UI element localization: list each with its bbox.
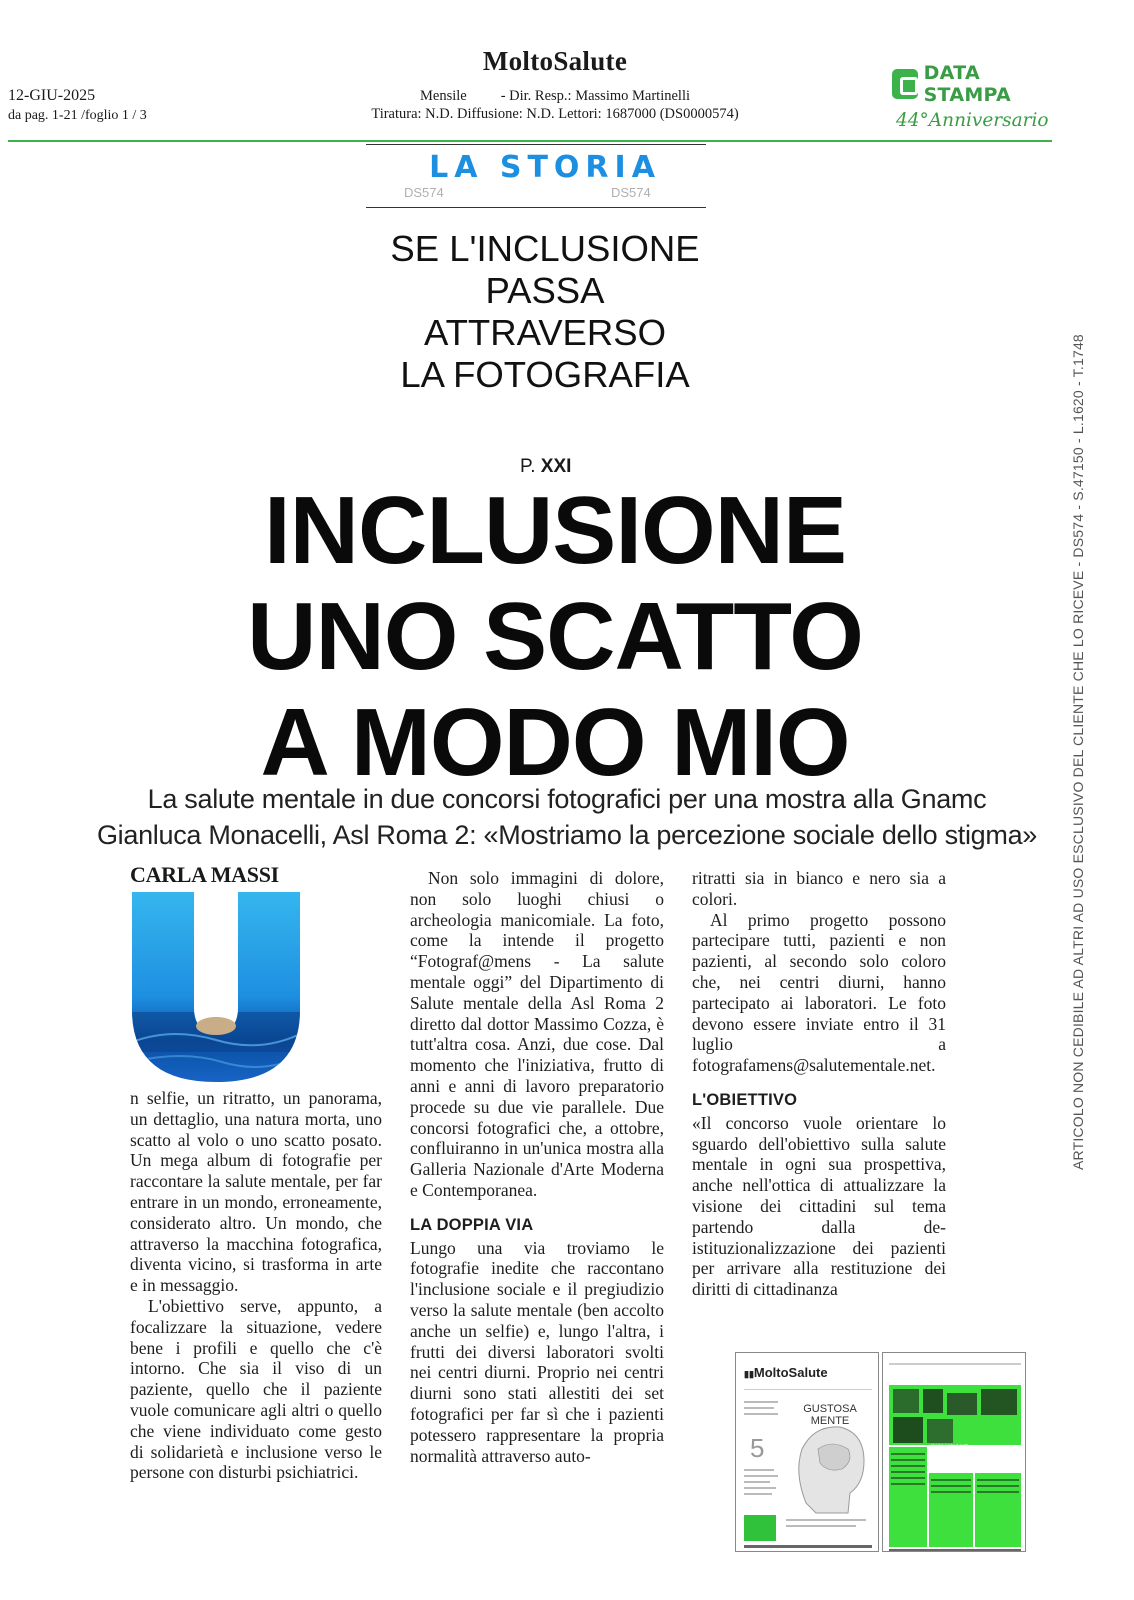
headline-line: A MODO MIO	[260, 689, 850, 796]
circulation: Tiratura: N.D. Diffusione: N.D. Lettori: 1687000 (DS0000574)	[371, 106, 739, 122]
page-reference: da pag. 1-21 /foglio 1 / 3	[8, 108, 147, 123]
cover-title: GUSTOSA MENTE	[803, 1403, 857, 1427]
logo-square-icon	[892, 69, 918, 99]
article-paragraph: Lungo una via troviamo le fotografie inedite che raccontano l'inclusione sociale e il pregiudizio verso la salute mentale (ben accolto anche un selfie) e, lungo l'altra, i frutti dei diversi laboratori svolti nei centri diurni. Proprio nei centri diurni sono stati allestiti dei set fotografici per far sì che i pazienti potessero rappresentare la propria normalità attraverso auto-	[410, 1237, 664, 1466]
article-column-3	[692, 868, 946, 1300]
ds-code-right: DS574	[611, 185, 651, 200]
article-paragraph: ritratti sia in bianco e nero sia a colori.	[692, 868, 946, 909]
teaser	[330, 228, 760, 396]
article-subtitle: LA DOPPIA VIA	[410, 1215, 534, 1234]
publication-title: MoltoSalute	[482, 46, 628, 76]
page-prefix: P.	[520, 456, 536, 477]
article-paragraph: Non solo immagini di dolore, non solo luoghi chiusi o archeologia manicomiale. La foto, come la intende il progetto “Fotograf@mens - La salute mentale oggi” del Dipartimento di Salute mentale della Asl Roma 2 diretto dal dottor Massimo Cozza, è tutt'altra cosa. Anzi, due cose. Dal momento che l'iniziativa, frutto di anni e anni di lavoro preparatorio procede su due vie parallele. Due concorsi fotografici che, a ottobre, confluiranno in un'unica mostra alla Galleria Nazionale d'Arte Moderna e Contemporanea.	[410, 868, 664, 1200]
cover-art	[736, 1353, 879, 1552]
section-kicker: LA STORIA	[429, 150, 661, 185]
inner-page-thumbnail	[882, 1352, 1026, 1552]
header-divider	[8, 140, 1052, 142]
frequency: Mensile	[419, 88, 467, 104]
subhead-line-1: La salute mentale in due concorsi fotografici per una mostra alla Gnamc	[147, 784, 987, 814]
subhead-line-2: Gianluca Monacelli, Asl Roma 2: «Mostriamo la percezione sociale dello stigma»	[96, 820, 1038, 850]
bars-icon: ▮▮	[744, 1369, 754, 1379]
copyright-side-note: ARTICOLO NON CEDIBILE AD ALTRI AD USO ESCLUSIVO DEL CLIENTE CHE LO RICEVE - DS574 - S.47150 - L.1620 - T.1748	[1070, 334, 1086, 1170]
page-number: XXI	[540, 456, 572, 477]
article-paragraph: n selfie, un ritratto, un panorama, un dettaglio, una natura morta, uno scatto al volo o uno scatto posato. Un mega album di fotografie per raccontare la salute mentale, per far entrare in un mondo, erroneamente, considerato altro. Un mondo, che attraverso la macchina fotografica, diventa vicino, si trasforma in arte e in messaggio.	[130, 1088, 382, 1296]
drop-cap-sphere	[196, 1017, 236, 1035]
article-paragraph: L'obiettivo serve, appunto, a focalizzare la situazione, vedere bene i profili e quello che c'è intorno. Che sia il viso di un paziente, quello che il paziente vuole comunicare agli altri o quello che viene individuato come gesto di solidarietà e inclusione verso le persone con disturbi psichiatrici.	[130, 1295, 382, 1483]
ds-code-left: DS574	[404, 185, 444, 200]
teaser-line: PASSA	[485, 270, 605, 311]
cover-brand: ▮▮MoltoSalute	[744, 1365, 828, 1380]
logo-anniversary: 44°Anniversario	[896, 110, 1049, 131]
data-stampa-logo	[892, 62, 1052, 131]
article-subtitle: L'OBIETTIVO	[692, 1090, 798, 1109]
director: - Dir. Resp.: Massimo Martinelli	[500, 88, 690, 104]
section-top-rule	[366, 144, 706, 145]
teaser-line: ATTRAVERSO	[423, 312, 666, 353]
byline: CARLA MASSI	[130, 862, 279, 887]
publication-meta	[350, 87, 760, 123]
publication-block	[350, 46, 760, 123]
drop-cap-u-image	[132, 892, 300, 1082]
cover-issue-number: 5	[750, 1433, 765, 1463]
article-paragraph: Al primo progetto possono partecipare tutti, pazienti e non pazienti, al secondo solo coloro che, nei centri diurni, hanno partecipato ai laboratori. Le foto devono essere inviate entro il 31 luglio a fotografamens@salutementale.net.	[692, 909, 946, 1076]
article-column-2	[410, 868, 664, 1466]
headline-line: UNO SCATTO	[247, 583, 863, 690]
teaser-page-ref	[520, 456, 571, 478]
logo-brand: DATA STAMPA	[923, 62, 1012, 106]
issue-date: 12-GIU-2025	[8, 87, 96, 104]
inner-page-title: INCLUSIONE UNO SCATTO A MODO MIO	[931, 1445, 971, 1464]
headline	[180, 478, 930, 796]
teaser-line: LA FOTOGRAFIA	[400, 354, 690, 395]
article-column-1	[130, 1088, 382, 1483]
teaser-line: SE L'INCLUSIONE	[390, 228, 700, 269]
date-block	[8, 86, 147, 126]
headline-line: INCLUSIONE	[263, 477, 847, 584]
article-paragraph: «Il concorso vuole orientare lo sguardo dell'obiettivo sulla salute mentale in ogni sua prospettiva, anche nell'ottica di attualizzare la visione dei cittadini sul tema partendo dalla de-istituzionalizzazione dei pazienti per arrivare alla restituzione dei diritti di cittadinanza	[692, 1112, 946, 1300]
section-bottom-rule	[366, 207, 706, 208]
cover-thumbnail	[735, 1352, 879, 1552]
